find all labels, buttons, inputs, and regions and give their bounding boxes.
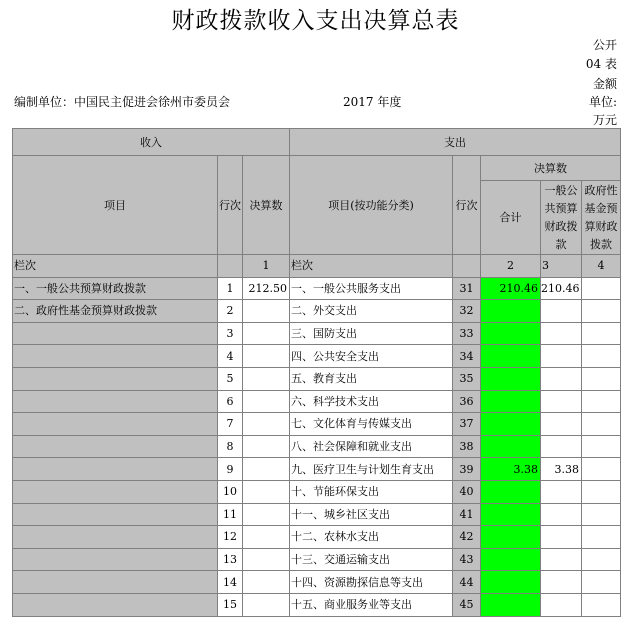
row-number: 15 — [218, 593, 243, 616]
total-amount — [481, 593, 541, 616]
gov-fund-amount — [582, 390, 621, 413]
income-item — [13, 593, 218, 616]
general-budget-amount — [541, 413, 582, 436]
general-budget-amount: 3.38 — [541, 458, 582, 481]
gov-fund-amount — [582, 458, 621, 481]
row-number: 1 — [218, 277, 243, 300]
income-amount — [243, 345, 290, 368]
income-item — [13, 548, 218, 571]
income-item — [13, 413, 218, 436]
income-amount — [243, 593, 290, 616]
total-header: 合计 — [481, 181, 541, 255]
col-label: 栏次 — [13, 255, 218, 278]
row-number: 2 — [218, 300, 243, 323]
total-amount: 210.46 — [481, 277, 541, 300]
table-row — [13, 503, 621, 526]
row-number: 10 — [218, 480, 243, 503]
expense-item: 七、文化体育与传媒支出 — [290, 413, 453, 436]
total-amount — [481, 367, 541, 390]
general-budget-amount — [541, 300, 582, 323]
income-amount — [243, 413, 290, 436]
table-row — [13, 300, 621, 323]
total-amount — [481, 571, 541, 594]
expense-item: 十四、资源勘探信息等支出 — [290, 571, 453, 594]
income-item — [13, 571, 218, 594]
table-number: 04 表 — [585, 57, 617, 71]
func-item-header: 项目(按功能分类) — [290, 156, 453, 255]
total-amount — [481, 300, 541, 323]
total-amount — [481, 322, 541, 345]
table-row — [13, 548, 621, 571]
expense-row-number: 41 — [453, 503, 481, 526]
expense-row-number: 31 — [453, 277, 481, 300]
expense-row-number: 44 — [453, 571, 481, 594]
income-item: 二、政府性基金预算财政拨款 — [13, 300, 218, 323]
total-amount — [481, 548, 541, 571]
col-2: 2 — [481, 255, 541, 278]
total-amount — [481, 345, 541, 368]
table-row — [13, 571, 621, 594]
total-amount: 3.38 — [481, 458, 541, 481]
expense-item: 六、科学技术支出 — [290, 390, 453, 413]
col-empty-a — [218, 255, 243, 278]
table-row — [13, 458, 621, 481]
income-item — [13, 435, 218, 458]
gov-fund-amount — [582, 345, 621, 368]
header-row-2 — [13, 156, 621, 181]
table-row — [13, 435, 621, 458]
row-number: 9 — [218, 458, 243, 481]
total-amount — [481, 413, 541, 436]
unit-value: 万元 — [592, 113, 617, 127]
expense-row-number: 42 — [453, 526, 481, 549]
row-number: 8 — [218, 435, 243, 458]
col-1: 1 — [243, 255, 290, 278]
expense-row-number: 45 — [453, 593, 481, 616]
item-header: 项目 — [13, 156, 218, 255]
income-item — [13, 345, 218, 368]
income-amount — [243, 526, 290, 549]
expense-item: 二、外交支出 — [290, 300, 453, 323]
general-budget-amount — [541, 593, 582, 616]
general-budget-amount — [541, 526, 582, 549]
row-number: 13 — [218, 548, 243, 571]
expense-item: 十一、城乡社区支出 — [290, 503, 453, 526]
table-row — [13, 367, 621, 390]
row-number: 12 — [218, 526, 243, 549]
gov-fund-amount — [582, 571, 621, 594]
general-budget-amount — [541, 322, 582, 345]
expense-row-number: 36 — [453, 390, 481, 413]
income-amount — [243, 503, 290, 526]
total-amount — [481, 503, 541, 526]
general-budget-amount — [541, 480, 582, 503]
table-row — [13, 593, 621, 616]
income-item — [13, 458, 218, 481]
expense-row-number: 32 — [453, 300, 481, 323]
final-amount-header: 决算数 — [243, 156, 290, 255]
expense-item: 十三、交通运输支出 — [290, 548, 453, 571]
income-amount — [243, 390, 290, 413]
income-amount — [243, 435, 290, 458]
expense-row-number: 33 — [453, 322, 481, 345]
income-amount: 212.50 — [243, 277, 290, 300]
table-row — [13, 480, 621, 503]
income-item — [13, 390, 218, 413]
total-amount — [481, 435, 541, 458]
expense-item: 九、医疗卫生与计划生育支出 — [290, 458, 453, 481]
income-amount — [243, 300, 290, 323]
general-budget-amount — [541, 503, 582, 526]
expense-row-number: 38 — [453, 435, 481, 458]
budget-table — [12, 128, 621, 617]
report-title: 财政拨款收入支出决算总表 — [171, 8, 460, 34]
table-row — [13, 322, 621, 345]
gov-fund-header: 政府性基金预算财政拨款 — [582, 181, 621, 255]
income-item — [13, 322, 218, 345]
expense-row-number: 40 — [453, 480, 481, 503]
final-amount2-header: 决算数 — [481, 156, 621, 181]
income-amount — [243, 480, 290, 503]
income-amount — [243, 458, 290, 481]
income-amount — [243, 571, 290, 594]
row-no-header: 行次 — [218, 156, 243, 255]
row-number: 7 — [218, 413, 243, 436]
total-amount — [481, 390, 541, 413]
col-empty-b — [453, 255, 481, 278]
income-header: 收入 — [13, 129, 290, 156]
income-item — [13, 503, 218, 526]
row-number: 3 — [218, 322, 243, 345]
open-label: 公开 — [592, 38, 617, 52]
general-budget-amount — [541, 548, 582, 571]
general-budget-amount — [541, 435, 582, 458]
expense-row-number: 34 — [453, 345, 481, 368]
header-row-1 — [13, 129, 621, 156]
income-amount — [243, 367, 290, 390]
expense-item: 三、国防支出 — [290, 322, 453, 345]
table-row — [13, 526, 621, 549]
general-budget-amount — [541, 390, 582, 413]
income-item — [13, 526, 218, 549]
column-index-row — [13, 255, 621, 278]
amount-label: 金额 — [592, 77, 617, 91]
row-number: 11 — [218, 503, 243, 526]
table-row — [13, 413, 621, 436]
expense-item: 十二、农林水支出 — [290, 526, 453, 549]
income-item — [13, 480, 218, 503]
income-item: 一、一般公共预算财政拨款 — [13, 277, 218, 300]
expense-row-number: 39 — [453, 458, 481, 481]
table-row — [13, 277, 621, 300]
gov-fund-amount — [582, 593, 621, 616]
expense-item: 八、社会保障和就业支出 — [290, 435, 453, 458]
gov-fund-amount — [582, 367, 621, 390]
col-label2: 栏次 — [290, 255, 453, 278]
row-number: 6 — [218, 390, 243, 413]
expense-row-number: 43 — [453, 548, 481, 571]
general-budget-amount — [541, 367, 582, 390]
total-amount — [481, 480, 541, 503]
general-budget-amount — [541, 571, 582, 594]
general-budget-amount: 210.46 — [541, 277, 582, 300]
organization-name: 编制单位：中国民主促进会徐州市委员会 — [14, 95, 231, 109]
gov-fund-amount — [582, 277, 621, 300]
gov-fund-amount — [582, 413, 621, 436]
income-amount — [243, 322, 290, 345]
gov-fund-amount — [582, 548, 621, 571]
unit-label: 单位: — [588, 95, 617, 109]
gov-fund-amount — [582, 300, 621, 323]
col-3: 3 — [541, 255, 582, 278]
expense-item: 十五、商业服务业等支出 — [290, 593, 453, 616]
general-budget-header: 一般公共预算财政拨款 — [541, 181, 582, 255]
income-item — [13, 367, 218, 390]
expense-row-number: 37 — [453, 413, 481, 436]
expense-row-number: 35 — [453, 367, 481, 390]
gov-fund-amount — [582, 480, 621, 503]
row-number: 14 — [218, 571, 243, 594]
general-budget-amount — [541, 345, 582, 368]
col-4: 4 — [582, 255, 621, 278]
expense-item: 四、公共安全支出 — [290, 345, 453, 368]
expense-item: 五、教育支出 — [290, 367, 453, 390]
total-amount — [481, 526, 541, 549]
table-row — [13, 390, 621, 413]
table-row — [13, 345, 621, 368]
row-no2-header: 行次 — [453, 156, 481, 255]
row-number: 5 — [218, 367, 243, 390]
gov-fund-amount — [582, 322, 621, 345]
expense-header: 支出 — [290, 129, 621, 156]
gov-fund-amount — [582, 526, 621, 549]
expense-item: 十、节能环保支出 — [290, 480, 453, 503]
gov-fund-amount — [582, 503, 621, 526]
income-amount — [243, 548, 290, 571]
gov-fund-amount — [582, 435, 621, 458]
expense-item: 一、一般公共服务支出 — [290, 277, 453, 300]
fiscal-year: 2017 年度 — [343, 95, 402, 109]
row-number: 4 — [218, 345, 243, 368]
